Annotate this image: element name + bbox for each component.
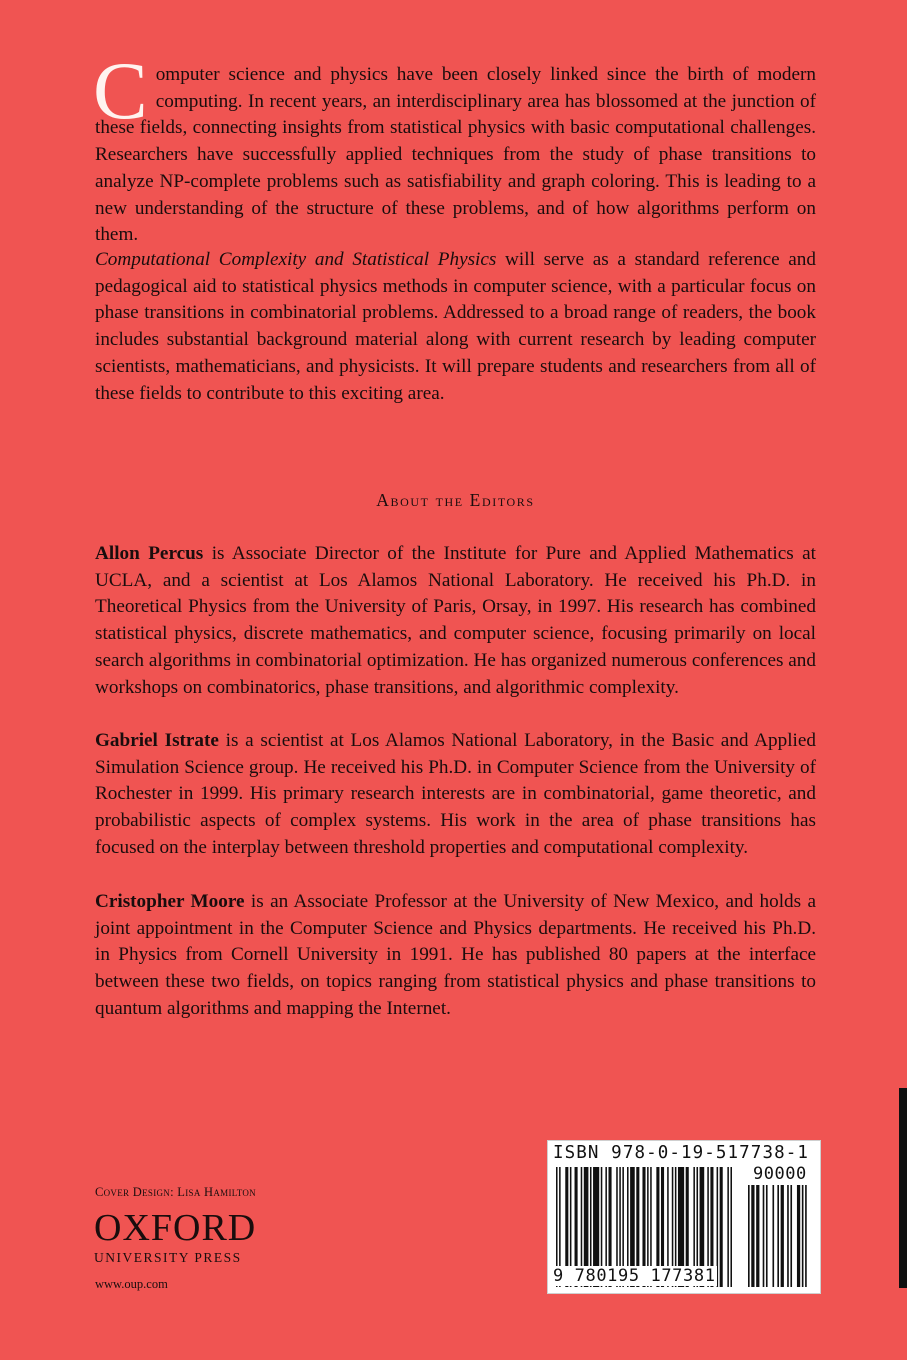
editor-bio-text: is a scientist at Los Alamos National Laboratory, in the Basic and Applied Simulation Science group. He received his Ph.D. in Computer Science from the University of Rochester in 1999. His primary research interests are in combinatorial, game theoretic, and probabilistic aspects of complex systems. His work in the area of phase transitions has focused on the interplay between threshold properties and computational complexity. [95,730,816,858]
barcode-addon-icon [748,1185,810,1287]
intro-paragraph [93,45,816,249]
description-text: will serve as a standard reference and pedagogical aid to statistical physics methods in computer science, with a particular focus on phase transitions in combinatorial problems. Addressed to a broad range of readers, the book includes substantial background material along with current research by leading computer scientists, mathematicians, and physicists. It will prepare students and researchers from all of these fields to contribute to this exciting area. [95,249,816,404]
publisher-subtitle: UNIVERSITY PRESS [94,1250,242,1265]
publisher-logo [94,1208,274,1266]
barcode-label [547,1140,821,1294]
editor-bio [95,889,816,1023]
barcode-digits: 9 780195 177381 [553,1266,716,1286]
isbn-number: ISBN 978-0-19-517738-1 [553,1143,809,1163]
publisher-url: www.oup.com [95,1277,168,1291]
editor-bio-text: is Associate Director of the Institute for Pure and Applied Mathematics at UCLA, and a scientist at Los Alamos National Laboratory. He received his Ph.D. in Theoretical Physics from the University of Paris, Orsay, in 1997. His research has combined statistical physics, discrete mathematics, and computer science, focusing primarily on local search algorithms in combinatorial optimization. He has organized numerous conferences and workshops on combinatorics, phase transitions, and algorithmic complexity. [95,543,816,698]
cover-design-credit: Cover Design: Lisa Hamilton [95,1185,256,1199]
editor-name: Allon Percus [95,543,204,564]
price-code: 90000 [753,1164,807,1184]
drop-cap: C [93,45,148,136]
book-title: Computational Complexity and Statistical Physics [95,249,497,270]
editor-bio [95,541,816,701]
editor-bio-text: is an Associate Professor at the University of New Mexico, and holds a joint appointment in the Computer Science and Physics departments. He received his Ph.D. in Physics from Cornell University in 1991. He has published 80 papers at the interface between these two fields, on topics ranging from statistical physics and phase transitions to quantum algorithms and mapping the Internet. [95,891,816,1019]
intro-text: omputer science and physics have been closely linked since the birth of modern computing. In recent years, an interdisciplinary area has blossomed at the junction of these fields, connecting insights from statistical physics with basic computational challenges. Researchers have successfully applied techniques from the study of phase transitions to analyze NP-complete problems such as satisfiability and graph coloring. This is leading to a new understanding of the structure of these problems, and of how algorithms perform on them. [95,64,816,246]
book-description [95,247,816,407]
editor-name: Gabriel Istrate [95,730,219,751]
page-edge-shadow [899,1088,907,1288]
about-editors-heading: About the Editors [376,490,535,510]
editor-name: Cristopher Moore [95,891,245,912]
publisher-name: OXFORD [94,1207,257,1249]
editor-bio [95,728,816,862]
